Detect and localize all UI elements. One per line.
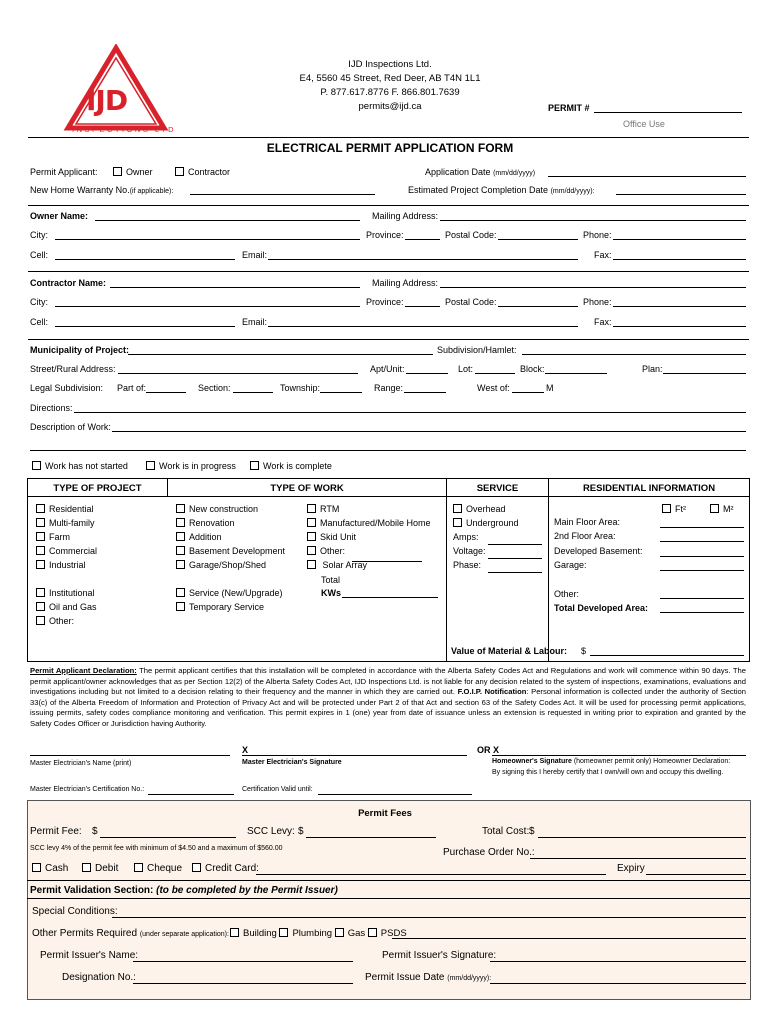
other-area-label: Other: xyxy=(554,589,580,599)
value-field[interactable] xyxy=(590,655,744,656)
cert-valid-label: Certification Valid until: xyxy=(242,786,313,793)
owner-province-label: Province: xyxy=(366,230,404,240)
amps-label: Amps: xyxy=(453,532,479,542)
declaration-body: The permit applicant certifies that this installation will be completed in accordance with the Alberta Safety Codes Act and Regulations and work will commence within 90 days. The permit applicant/owner acknowledges that as per Section 12(2) of the Alberta Safety Codes Act, IJD Inspections Ltd. is not liable for any decision related to the system of inspections, examinations, evaluations and investigations including but not limited to a decision relating to their frequency and the manner in which they are carried out. xyxy=(30,666,746,697)
warranty-note: (if applicable): xyxy=(129,188,174,195)
project-type-other-label: Other: xyxy=(49,616,75,626)
work-type-rtm-checkbox[interactable] xyxy=(307,504,316,513)
contractor-email-field[interactable] xyxy=(268,326,578,327)
work-type-temporary-label: Temporary Service xyxy=(189,602,265,612)
work-type-service[interactable] xyxy=(176,588,283,602)
basement-label: Developed Basement: xyxy=(554,546,643,556)
company-address: E4, 5560 45 Street, Red Deer, AB T4N 1L1 xyxy=(299,73,481,84)
pay-cheque[interactable] xyxy=(134,863,182,874)
permit-psds-label: PSDS xyxy=(380,928,407,939)
owner-postal-label: Postal Code: xyxy=(445,230,497,240)
work-type-rtm[interactable] xyxy=(307,504,431,518)
homeowner-note2: By signing this I hereby certify that I own/will own and occupy this dwelling. xyxy=(492,769,724,776)
owner-email-field[interactable] xyxy=(268,259,578,260)
permit-fee-field[interactable] xyxy=(100,837,236,838)
voltage-field[interactable] xyxy=(488,558,542,559)
owner-checkbox[interactable] xyxy=(113,167,122,176)
part-of-field[interactable] xyxy=(146,392,186,393)
permit-plumbing[interactable] xyxy=(279,928,332,939)
declaration-title: Permit Applicant Declaration: xyxy=(30,666,137,675)
main-floor-label: Main Floor Area: xyxy=(554,517,621,527)
service-underground-label: Underground xyxy=(466,518,519,528)
unit-ft2-label: Ft² xyxy=(675,504,686,514)
phase-label: Phase: xyxy=(453,560,482,570)
total-cost-dollar: $ xyxy=(529,826,535,837)
kws-field[interactable] xyxy=(342,597,438,598)
type-of-work-header: TYPE OF WORK xyxy=(270,483,344,494)
issue-date-label xyxy=(365,972,491,983)
warranty-field[interactable] xyxy=(190,194,375,195)
main-floor-field[interactable] xyxy=(660,527,744,528)
owner-city-field[interactable] xyxy=(55,239,360,240)
pay-credit-checkbox[interactable] xyxy=(192,863,201,872)
status-not-started[interactable] xyxy=(32,461,128,471)
permit-applicant-label: Permit Applicant: xyxy=(30,167,98,177)
project-type-industrial[interactable] xyxy=(36,560,97,574)
work-type-garage[interactable] xyxy=(176,560,285,574)
work-type-renovation[interactable] xyxy=(176,518,285,532)
project-type-residential-checkbox[interactable] xyxy=(36,504,45,513)
total-label: Total xyxy=(321,575,341,585)
pay-cash[interactable] xyxy=(32,863,68,874)
homeowner-sig-title: Homeowner's Signature xyxy=(492,758,572,765)
owner-cell-label: Cell: xyxy=(30,250,49,260)
work-type-skid-checkbox[interactable] xyxy=(307,532,316,541)
description-field[interactable] xyxy=(112,431,746,432)
work-type-manufactured-checkbox[interactable] xyxy=(307,518,316,527)
pay-cheque-checkbox[interactable] xyxy=(134,863,143,872)
designation-field[interactable] xyxy=(133,983,353,984)
contractor-name-field[interactable] xyxy=(110,287,360,288)
work-type-addition-checkbox[interactable] xyxy=(176,532,185,541)
me-signature-label: Master Electrician's Signature xyxy=(242,759,342,766)
service-overhead-label: Overhead xyxy=(466,504,506,514)
contractor-postal-field[interactable] xyxy=(498,306,578,307)
sig-or: OR xyxy=(477,745,491,755)
permit-building[interactable] xyxy=(230,928,277,939)
pay-debit[interactable] xyxy=(82,863,118,874)
company-email[interactable]: permits@ijd.ca xyxy=(358,101,422,112)
project-type-residential[interactable] xyxy=(36,504,97,518)
project-type-institutional-checkbox[interactable] xyxy=(36,588,45,597)
issuer-signature-label: Permit Issuer's Signature: xyxy=(382,950,497,961)
work-type-manufactured[interactable] xyxy=(307,518,431,532)
work-type-other-label: Other: xyxy=(320,546,346,556)
work-type-other-checkbox[interactable] xyxy=(307,546,316,555)
status-complete-checkbox[interactable] xyxy=(250,461,259,470)
permit-fees-section xyxy=(27,800,751,1000)
certification-field[interactable] xyxy=(148,794,234,795)
application-date-format: (mm/dd/yyyy) xyxy=(493,170,536,177)
phase-field[interactable] xyxy=(488,572,542,573)
value-currency: $ xyxy=(581,646,587,656)
contractor-mailing-field[interactable] xyxy=(440,287,746,288)
owner-mailing-field[interactable] xyxy=(440,220,746,221)
project-type-other[interactable] xyxy=(36,616,97,630)
unit-ft2-checkbox[interactable] xyxy=(662,504,671,513)
scc-levy-field[interactable] xyxy=(306,837,436,838)
work-type-basement[interactable] xyxy=(176,546,285,560)
apt-field[interactable] xyxy=(406,373,448,374)
project-type-commercial-label: Commercial xyxy=(49,546,98,556)
legal-subdivision-label: Legal Subdivision: xyxy=(30,383,104,393)
scc-levy-label: SCC Levy: xyxy=(247,826,295,837)
permit-number-label: PERMIT # xyxy=(548,103,590,113)
special-conditions-field[interactable] xyxy=(112,917,746,918)
description-label: Description of Work: xyxy=(30,422,111,432)
project-type-other-checkbox[interactable] xyxy=(36,616,45,625)
unit-m2-label: M² xyxy=(723,504,734,514)
status-in-progress-label: Work is in progress xyxy=(159,461,236,471)
work-type-skid-label: Skid Unit xyxy=(320,532,357,542)
owner-mailing-label: Mailing Address: xyxy=(372,211,439,221)
work-type-addition[interactable] xyxy=(176,532,285,546)
pay-credit-label: Credit Card: xyxy=(205,863,259,874)
contractor-city-label: City: xyxy=(30,297,48,307)
part-of-label: Part of: xyxy=(117,383,147,393)
permit-building-label: Building xyxy=(243,928,277,939)
office-use-label: Office Use xyxy=(623,119,665,129)
contractor-name-label: Contractor Name: xyxy=(30,278,107,288)
meridian-label: M xyxy=(546,383,554,393)
owner-phone-field[interactable] xyxy=(613,239,746,240)
project-type-commercial-checkbox[interactable] xyxy=(36,546,45,555)
voltage-label: Voltage: xyxy=(453,546,486,556)
est-date-label xyxy=(408,185,595,195)
west-of-label: West of: xyxy=(477,383,510,393)
block-label: Block: xyxy=(520,364,545,374)
status-not-started-label: Work has not started xyxy=(45,461,128,471)
project-type-residential-label: Residential xyxy=(49,504,94,514)
second-floor-label: 2nd Floor Area: xyxy=(554,531,616,541)
permit-fee-label: Permit Fee: xyxy=(30,826,82,837)
total-area-label: Total Developed Area: xyxy=(554,603,649,613)
block-field[interactable] xyxy=(545,373,607,374)
issue-date-text: Permit Issue Date xyxy=(365,972,445,983)
pay-cheque-label: Cheque xyxy=(147,863,183,874)
work-type-renovation-label: Renovation xyxy=(189,518,235,528)
work-type-new-construction-label: New construction xyxy=(189,504,259,514)
est-date-format: (mm/dd/yyyy): xyxy=(550,188,595,195)
pay-debit-checkbox[interactable] xyxy=(82,863,91,872)
est-date-text: Estimated Project Completion Date xyxy=(408,185,549,195)
street-field[interactable] xyxy=(118,373,358,374)
project-type-commercial[interactable] xyxy=(36,546,97,560)
po-field[interactable] xyxy=(530,858,746,859)
township-field[interactable] xyxy=(320,392,362,393)
municipality-field[interactable] xyxy=(128,354,433,355)
project-type-multifamily-label: Multi-family xyxy=(49,518,95,528)
warranty-text: New Home Warranty No. xyxy=(30,185,130,195)
sig-x-1: X xyxy=(242,745,249,755)
project-type-industrial-checkbox[interactable] xyxy=(36,560,45,569)
scc-levy-dollar: $ xyxy=(298,826,304,837)
project-type-list-2 xyxy=(36,588,97,630)
project-type-farm-checkbox[interactable] xyxy=(36,532,45,541)
municipality-label: Municipality of Project: xyxy=(30,345,130,355)
application-date-field[interactable] xyxy=(548,176,746,177)
garage-label: Garage: xyxy=(554,560,587,570)
work-type-other[interactable] xyxy=(307,546,431,560)
owner-fax-field[interactable] xyxy=(613,259,746,260)
validation-title-note: (to be completed by the Permit Issuer) xyxy=(156,885,338,896)
issuer-signature-field[interactable] xyxy=(490,961,746,962)
service-list xyxy=(453,504,519,532)
work-type-manufactured-label: Manufactured/Mobile Home xyxy=(320,518,431,528)
certification-label: Master Electrician's Certification No.: xyxy=(30,786,145,793)
homeowner-note: (homeowner permit only) Homeowner Declaration: xyxy=(573,758,731,765)
application-date-text: Application Date xyxy=(425,167,491,177)
permit-psds-checkbox[interactable] xyxy=(368,928,377,937)
company-phones: P. 877.617.8776 F. 866.801.7639 xyxy=(320,87,460,98)
work-type-addition-label: Addition xyxy=(189,532,222,542)
total-cost-field[interactable] xyxy=(538,837,746,838)
me-name-field[interactable] xyxy=(30,755,230,756)
logo-text: IJD xyxy=(86,84,128,117)
cert-valid-field[interactable] xyxy=(318,794,472,795)
contractor-fax-field[interactable] xyxy=(613,326,746,327)
total-cost-label: Total Cost: xyxy=(482,826,530,837)
expiry-field[interactable] xyxy=(646,874,746,875)
township-label: Township: xyxy=(280,383,321,393)
work-type-basement-label: Basement Development xyxy=(189,546,286,556)
issuer-name-field[interactable] xyxy=(133,961,353,962)
status-in-progress-checkbox[interactable] xyxy=(146,461,155,470)
plan-label: Plan: xyxy=(642,364,663,374)
homeowner-signature-label xyxy=(492,758,730,765)
owner-postal-field[interactable] xyxy=(498,239,578,240)
owner-province-field[interactable] xyxy=(405,239,440,240)
work-type-temporary-checkbox[interactable] xyxy=(176,602,185,611)
permit-gas-checkbox[interactable] xyxy=(335,928,344,937)
apt-label: Apt/Unit: xyxy=(370,364,405,374)
contractor-option-label: Contractor xyxy=(188,167,231,177)
description-field-line2[interactable] xyxy=(30,450,746,451)
contractor-checkbox[interactable] xyxy=(175,167,184,176)
contractor-option[interactable] xyxy=(175,167,230,177)
logo-subtitle: INSPECTIONS LTD xyxy=(72,125,177,134)
project-type-multifamily-checkbox[interactable] xyxy=(36,518,45,527)
range-field[interactable] xyxy=(404,392,446,393)
work-type-list-a2 xyxy=(176,588,283,616)
project-type-list xyxy=(36,504,97,574)
project-type-farm[interactable] xyxy=(36,532,97,546)
issue-date-format: (mm/dd/yyyy): xyxy=(447,975,492,982)
directions-field[interactable] xyxy=(74,412,746,413)
foip-body: : Personal information is collected under the authority of Section 33(c) of the Alberta Freedom of Information and Protection of Privacy Act and will be protected under Part 2 of that Act and section 63 of the Safety Codes Act. It will be used for processing permit applications, issuing permits, safety codes compliance monitoring and verification. This permit expires in 1 (one) year from date of issuance unless an extension is requested in writing prior to expiration and granted by the Safety Codes Officer or Jurisdiction having Authority. xyxy=(30,687,746,728)
scc-levy-note: SCC levy 4% of the permit fee with minimum of $4.50 and a maximum of $560.00 xyxy=(30,845,283,852)
service-overhead-checkbox[interactable] xyxy=(453,504,462,513)
me-signature-field[interactable] xyxy=(242,755,467,756)
type-of-project-header: TYPE OF PROJECT xyxy=(53,483,142,494)
form-title: ELECTRICAL PERMIT APPLICATION FORM xyxy=(266,141,514,155)
work-type-solar-label: Solar Array xyxy=(322,560,368,570)
contractor-phone-label: Phone: xyxy=(583,297,612,307)
other-permits-note: (under separate application): xyxy=(139,931,229,938)
owner-option[interactable] xyxy=(113,167,153,177)
work-type-new-construction-checkbox[interactable] xyxy=(176,504,185,513)
homeowner-signature-field[interactable] xyxy=(492,755,746,756)
kws-label: KWs xyxy=(321,588,341,598)
permit-building-checkbox[interactable] xyxy=(230,928,239,937)
project-type-institutional[interactable] xyxy=(36,588,97,602)
designation-label: Designation No.: xyxy=(62,972,136,983)
issue-date-field[interactable] xyxy=(490,983,746,984)
subdivision-field[interactable] xyxy=(522,354,746,355)
permit-plumbing-checkbox[interactable] xyxy=(279,928,288,937)
application-date-label xyxy=(425,167,535,177)
company-name: IJD Inspections Ltd. xyxy=(348,59,432,70)
owner-name-label: Owner Name: xyxy=(30,211,89,221)
work-type-solar-checkbox[interactable] xyxy=(307,560,316,569)
pay-credit[interactable] xyxy=(192,863,259,874)
garage-field[interactable] xyxy=(660,570,744,571)
credit-card-field[interactable] xyxy=(256,874,606,875)
contractor-cell-field[interactable] xyxy=(55,326,235,327)
validation-title xyxy=(30,885,338,896)
po-label: Purchase Order No.: xyxy=(443,847,535,858)
owner-name-field[interactable] xyxy=(95,220,360,221)
service-overhead[interactable] xyxy=(453,504,519,518)
section-label: Section: xyxy=(198,383,231,393)
permit-fee-dollar: $ xyxy=(92,826,98,837)
work-type-list-b xyxy=(307,504,431,574)
project-type-industrial-label: Industrial xyxy=(49,560,86,570)
project-type-institutional-label: Institutional xyxy=(49,588,95,598)
service-underground[interactable] xyxy=(453,518,519,532)
owner-phone-label: Phone: xyxy=(583,230,612,240)
status-complete-label: Work is complete xyxy=(263,461,332,471)
pay-cash-checkbox[interactable] xyxy=(32,863,41,872)
owner-fax-label: Fax: xyxy=(594,250,612,260)
lot-label: Lot: xyxy=(458,364,474,374)
status-in-progress[interactable] xyxy=(146,461,236,471)
second-floor-field[interactable] xyxy=(660,541,744,542)
value-label: Value of Material & Labour: xyxy=(451,646,568,656)
work-type-temporary[interactable] xyxy=(176,602,283,616)
company-info xyxy=(200,58,580,114)
validation-title-text: Permit Validation Section: xyxy=(30,885,154,896)
project-type-oil-gas-checkbox[interactable] xyxy=(36,602,45,611)
project-type-oil-gas[interactable] xyxy=(36,602,97,616)
permit-plumbing-label: Plumbing xyxy=(292,928,333,939)
owner-email-label: Email: xyxy=(242,250,268,260)
project-type-multifamily[interactable] xyxy=(36,518,97,532)
work-type-list-a xyxy=(176,504,285,574)
other-permits-text: Other Permits Required xyxy=(32,928,138,939)
street-label: Street/Rural Address: xyxy=(30,364,116,374)
contractor-mailing-label: Mailing Address: xyxy=(372,278,439,288)
section-field[interactable] xyxy=(233,392,273,393)
permit-gas[interactable] xyxy=(335,928,365,939)
work-type-skid[interactable] xyxy=(307,532,431,546)
unit-ft2[interactable] xyxy=(662,504,686,514)
work-type-new-construction[interactable] xyxy=(176,504,285,518)
status-complete[interactable] xyxy=(250,461,332,471)
declaration-text xyxy=(30,666,746,730)
contractor-phone-field[interactable] xyxy=(613,306,746,307)
contractor-cell-label: Cell: xyxy=(30,317,49,327)
foip-title: F.O.I.P. Notification xyxy=(457,687,527,697)
warranty-label xyxy=(30,185,173,195)
unit-m2[interactable] xyxy=(710,504,734,514)
contractor-fax-label: Fax: xyxy=(594,317,612,327)
basement-field[interactable] xyxy=(660,556,744,557)
permit-number-field[interactable] xyxy=(594,112,742,113)
range-label: Range: xyxy=(374,383,404,393)
expiry-label: Expiry xyxy=(617,863,645,874)
lot-field[interactable] xyxy=(475,373,515,374)
status-not-started-checkbox[interactable] xyxy=(32,461,41,470)
subdivision-label: Subdivision/Hamlet: xyxy=(437,345,517,355)
service-underground-checkbox[interactable] xyxy=(453,518,462,527)
pay-debit-label: Debit xyxy=(95,863,119,874)
directions-label: Directions: xyxy=(30,403,73,413)
contractor-postal-label: Postal Code: xyxy=(445,297,497,307)
project-type-farm-label: Farm xyxy=(49,532,70,542)
me-name-label: Master Electrician's Name (print) xyxy=(30,760,132,767)
owner-cell-field[interactable] xyxy=(55,259,235,260)
work-type-other-field[interactable] xyxy=(352,561,422,562)
other-permits-field[interactable] xyxy=(392,938,746,939)
pay-cash-label: Cash xyxy=(45,863,69,874)
work-type-solar[interactable] xyxy=(307,560,431,574)
other-permits-options xyxy=(230,928,407,939)
total-area-field[interactable] xyxy=(660,612,744,613)
permit-fees-title: Permit Fees xyxy=(358,808,412,819)
issuer-name-label: Permit Issuer's Name: xyxy=(40,950,139,961)
owner-option-label: Owner xyxy=(126,167,153,177)
work-type-garage-checkbox[interactable] xyxy=(176,560,185,569)
contractor-province-label: Province: xyxy=(366,297,404,307)
work-type-renovation-checkbox[interactable] xyxy=(176,518,185,527)
work-type-basement-checkbox[interactable] xyxy=(176,546,185,555)
sig-x-2: X xyxy=(493,745,500,755)
amps-field[interactable] xyxy=(488,544,542,545)
work-type-service-label: Service (New/Upgrade) xyxy=(189,588,283,598)
permit-gas-label: Gas xyxy=(347,928,366,939)
special-conditions-label: Special Conditions: xyxy=(32,906,118,917)
other-permits-label xyxy=(32,928,229,939)
est-date-field[interactable] xyxy=(616,194,746,195)
contractor-email-label: Email: xyxy=(242,317,268,327)
work-type-rtm-label: RTM xyxy=(320,504,340,514)
west-of-field[interactable] xyxy=(512,392,544,393)
work-type-service-checkbox[interactable] xyxy=(176,588,185,597)
owner-city-label: City: xyxy=(30,230,48,240)
residential-info-header: RESIDENTIAL INFORMATION xyxy=(582,483,716,494)
plan-field[interactable] xyxy=(663,373,746,374)
service-header: SERVICE xyxy=(476,483,519,494)
contractor-province-field[interactable] xyxy=(405,306,440,307)
project-type-oil-gas-label: Oil and Gas xyxy=(49,602,97,612)
contractor-city-field[interactable] xyxy=(55,306,360,307)
work-type-garage-label: Garage/Shop/Shed xyxy=(189,560,267,570)
unit-m2-checkbox[interactable] xyxy=(710,504,719,513)
other-area-field[interactable] xyxy=(660,598,744,599)
